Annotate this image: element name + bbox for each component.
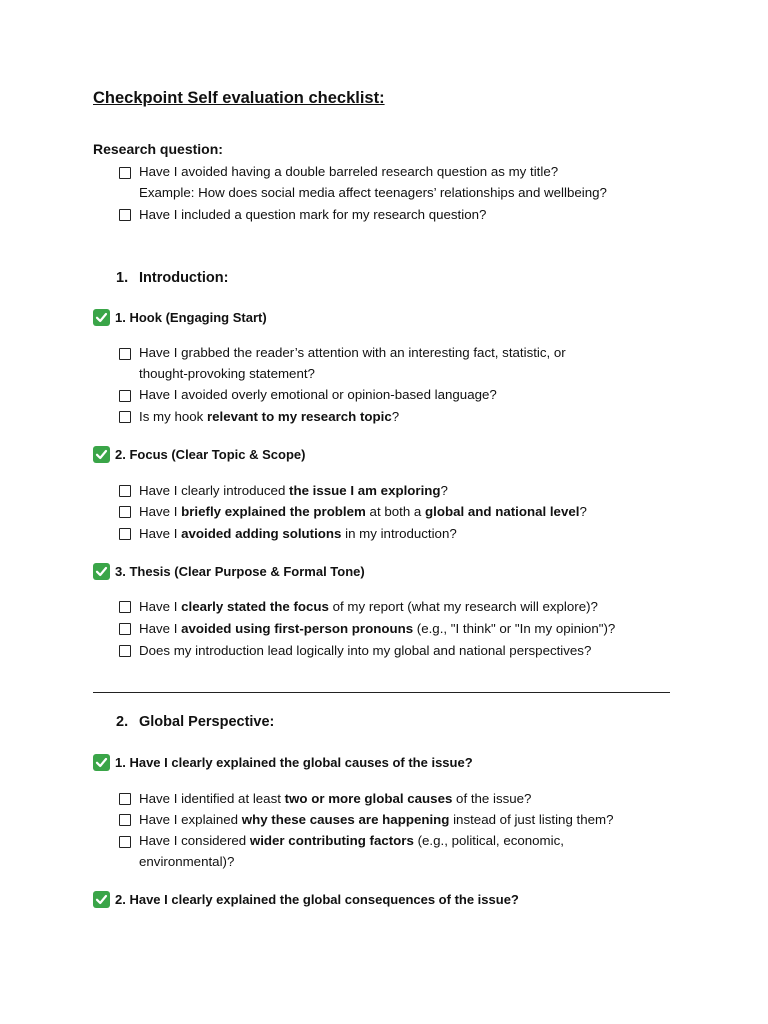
research-item-2: Have I included a question mark for my research question? (139, 207, 487, 222)
checkbox-icon[interactable] (119, 814, 131, 826)
hook-heading: 1. Hook (Engaging Start) (115, 310, 267, 325)
causes-item-1: Have I identified at least two or more global causes of the issue? (139, 791, 532, 806)
checkbox-icon[interactable] (119, 601, 131, 613)
checkbox-icon[interactable] (119, 411, 131, 423)
hook-item-3: Is my hook relevant to my research topic? (139, 409, 400, 424)
global-consequences-heading: 2. Have I clearly explained the global consequences of the issue? (115, 892, 519, 907)
focus-item-2: Have I briefly explained the problem at both a global and national level? (139, 504, 587, 519)
checkbox-icon[interactable] (119, 528, 131, 540)
section-divider (93, 692, 670, 693)
section-1-heading: Introduction: (139, 270, 229, 286)
focus-heading: 2. Focus (Clear Topic & Scope) (115, 447, 306, 462)
checkbox-icon[interactable] (119, 485, 131, 497)
causes-item-2: Have I explained why these causes are happening instead of just listing them? (139, 812, 614, 827)
checkbox-icon[interactable] (119, 167, 131, 179)
causes-item-3-line-2: environmental)? (139, 854, 235, 869)
checkbox-icon[interactable] (119, 506, 131, 518)
focus-item-1: Have I clearly introduced the issue I am exploring? (139, 483, 448, 498)
check-mark-icon (93, 754, 110, 771)
page-title: Checkpoint Self evaluation checklist: (93, 89, 385, 107)
checkbox-icon[interactable] (119, 645, 131, 657)
check-mark-icon (93, 309, 110, 326)
checkbox-icon[interactable] (119, 623, 131, 635)
checkbox-icon[interactable] (119, 793, 131, 805)
thesis-item-2: Have I avoided using first-person pronouns (e.g., "I think" or "In my opinion")? (139, 621, 616, 636)
hook-item-1-line-1: Have I grabbed the reader’s attention with an interesting fact, statistic, or (139, 345, 566, 360)
global-causes-heading: 1. Have I clearly explained the global causes of the issue? (115, 755, 473, 770)
hook-item-1-line-2: thought-provoking statement? (139, 366, 315, 381)
section-2-heading: Global Perspective: (139, 714, 275, 730)
check-mark-icon (93, 563, 110, 580)
section-1-number: 1. (116, 270, 129, 286)
checkbox-icon[interactable] (119, 390, 131, 402)
checkbox-icon[interactable] (119, 348, 131, 360)
thesis-heading: 3. Thesis (Clear Purpose & Formal Tone) (115, 564, 365, 579)
research-question-heading: Research question: (93, 141, 223, 157)
check-mark-icon (93, 446, 110, 463)
check-mark-icon (93, 891, 110, 908)
thesis-item-1: Have I clearly stated the focus of my report (what my research will explore)? (139, 599, 598, 614)
section-2-number: 2. (116, 714, 129, 730)
research-item-1-example: Example: How does social media affect teenagers’ relationships and wellbeing? (139, 185, 607, 200)
focus-item-3: Have I avoided adding solutions in my introduction? (139, 526, 457, 541)
thesis-item-3: Does my introduction lead logically into my global and national perspectives? (139, 643, 592, 658)
causes-item-3-line-1: Have I considered wider contributing factors (e.g., political, economic, (139, 833, 564, 848)
checkbox-icon[interactable] (119, 209, 131, 221)
research-item-1: Have I avoided having a double barreled research question as my title? (139, 164, 559, 179)
checkbox-icon[interactable] (119, 836, 131, 848)
hook-item-2: Have I avoided overly emotional or opinion-based language? (139, 387, 497, 402)
